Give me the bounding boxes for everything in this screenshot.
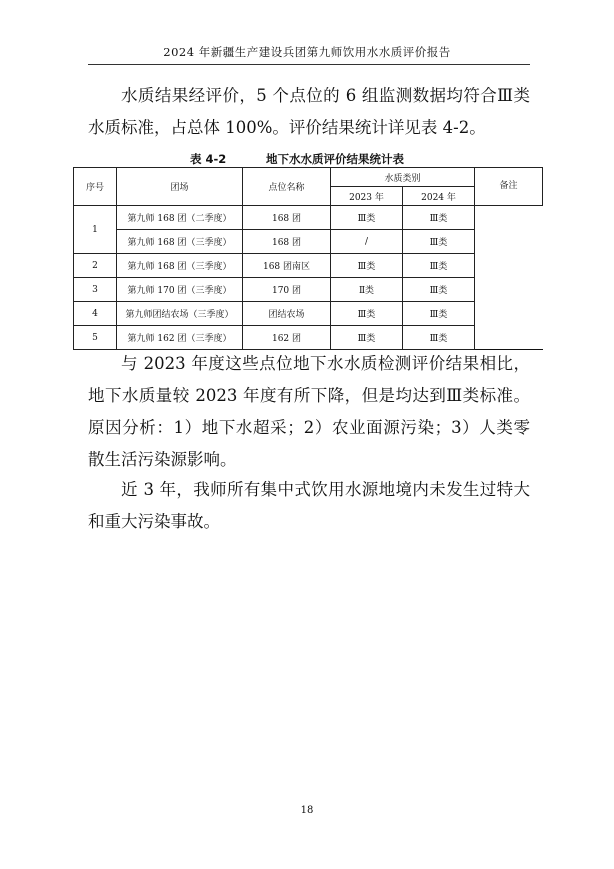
cell-2024: Ⅲ类: [403, 278, 475, 302]
paragraph-evaluation-summary: 水质结果经评价，5 个点位的 6 组监测数据均符合Ⅲ类水质标准，占总体 100%。评价结果统计详见表 4-2。: [88, 86, 530, 137]
cell-seq: 1: [74, 206, 117, 254]
table-row: [74, 206, 543, 230]
cell-seq: 4: [74, 302, 117, 326]
header-regiment: 团场: [117, 168, 243, 206]
page-number: 18: [300, 805, 314, 816]
cell-2024: Ⅲ类: [403, 206, 475, 230]
table-row: [74, 278, 543, 302]
groundwater-quality-table: [73, 167, 543, 350]
table-caption-number: 表 4-2: [190, 152, 227, 166]
cell-regiment: 第九师团结农场（三季度）: [117, 302, 243, 326]
cell-2023: Ⅱ类: [331, 278, 403, 302]
table-row: [74, 230, 543, 254]
paragraph-comparison-analysis: 与 2023 年度这些点位地下水水质检测评价结果相比，地下水质量较 2023 年度有所下降，但是均达到Ⅲ类标准。原因分析：1）地下水超采；2）农业面源污染；3）人类零散生活污染源影响。: [88, 354, 530, 469]
header-remark: 备注: [475, 168, 543, 206]
cell-site: 团结农场: [243, 302, 331, 326]
cell-2023: Ⅲ类: [331, 206, 403, 230]
cell-regiment: 第九师 168 团（三季度）: [117, 254, 243, 278]
header-2023: 2023 年: [331, 187, 403, 206]
page-header: 2024 年新疆生产建设兵团第九师饮用水水质评价报告: [163, 45, 451, 59]
cell-2023: Ⅲ类: [331, 326, 403, 350]
table-caption-title: 地下水水质评价结果统计表: [266, 152, 404, 166]
header-rule: [88, 64, 530, 65]
cell-2023: /: [331, 230, 403, 254]
cell-regiment: 第九师 170 团（三季度）: [117, 278, 243, 302]
cell-2024: Ⅲ类: [403, 302, 475, 326]
cell-site: 162 团: [243, 326, 331, 350]
header-seq: 序号: [74, 168, 117, 206]
cell-regiment: 第九师 162 团（三季度）: [117, 326, 243, 350]
cell-site: 168 团: [243, 230, 331, 254]
cell-2023: Ⅲ类: [331, 254, 403, 278]
cell-2024: Ⅲ类: [403, 254, 475, 278]
cell-2024: Ⅲ类: [403, 326, 475, 350]
cell-2024: Ⅲ类: [403, 230, 475, 254]
cell-seq: 3: [74, 278, 117, 302]
header-quality: 水质类别: [331, 168, 475, 187]
paragraph-pollution-incidents: 近 3 年，我师所有集中式饮用水源地境内未发生过特大和重大污染事故。: [88, 480, 530, 531]
cell-seq: 5: [74, 326, 117, 350]
cell-regiment: 第九师 168 团（二季度）: [117, 206, 243, 230]
table-row: [74, 302, 543, 326]
cell-seq: 2: [74, 254, 117, 278]
table-row: [74, 254, 543, 278]
table-row: [74, 326, 543, 350]
cell-site: 170 团: [243, 278, 331, 302]
header-2024: 2024 年: [403, 187, 475, 206]
cell-site: 168 团: [243, 206, 331, 230]
cell-2023: Ⅲ类: [331, 302, 403, 326]
header-site: 点位名称: [243, 168, 331, 206]
cell-site: 168 团南区: [243, 254, 331, 278]
cell-regiment: 第九师 168 团（三季度）: [117, 230, 243, 254]
